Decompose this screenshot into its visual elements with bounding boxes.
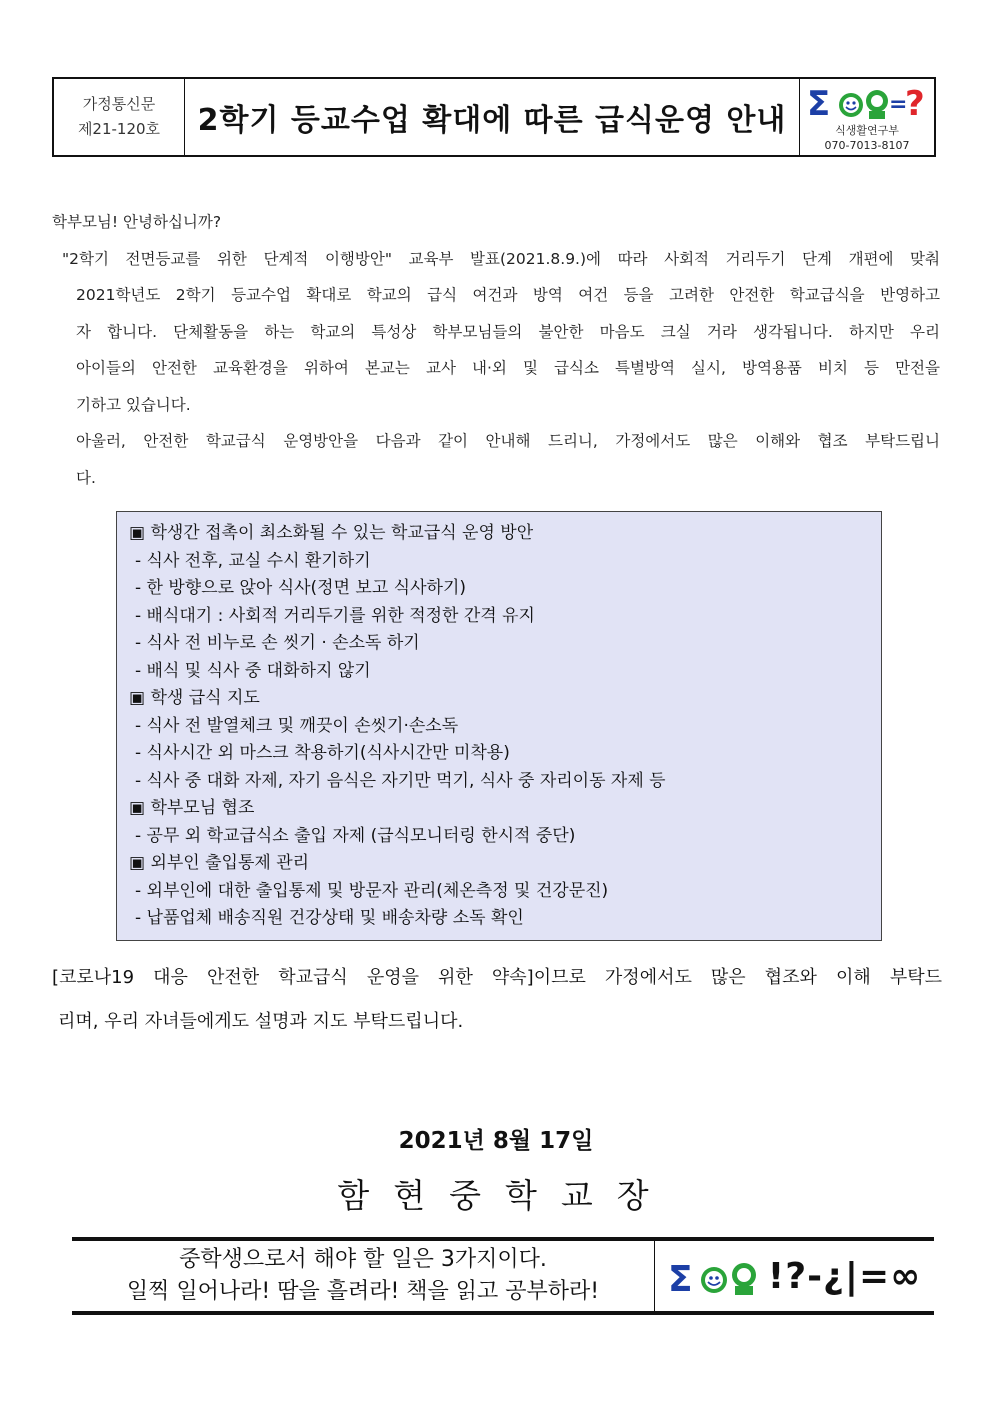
dept-info xyxy=(799,79,934,155)
school-logo-icon xyxy=(668,1253,764,1299)
footer-motto xyxy=(72,1241,655,1311)
closing-text xyxy=(52,956,942,1044)
closing-line: [코로나19 대응 안전한 학교급식 운영을 위한 약속]이므로 가정에서도 많은 협조와 이해 부탁드 xyxy=(52,967,942,988)
paragraph-line: 2021학년도 2학기 등교수업 확대로 학교의 급식 여건과 방역 여건 등을 고려한 안전한 학교급식을 반영하고 xyxy=(76,286,940,304)
page-title: 2학기 등교수업 확대에 따른 급식운영 안내 xyxy=(197,103,787,138)
section-heading: ▣ 학부모님 협조 xyxy=(129,798,255,818)
paragraph-line: 다. xyxy=(76,468,96,487)
dept-name: 식생활연구부 xyxy=(835,124,899,137)
paragraph-line: 자 합니다. 단체활동을 하는 학교의 특성상 학부모님들의 불안한 마음도 크실 거라 생각됩니다. 하지만 우리 xyxy=(76,322,940,341)
svg-text:Σ: Σ xyxy=(807,84,831,123)
footer xyxy=(72,1241,934,1311)
closing-line: 리며, 우리 자녀들에게도 설명과 지도 부탁드립니다. xyxy=(58,1011,464,1032)
list-item: - 식사 중 대화 자제, 자기 음식은 자기만 먹기, 식사 중 자리이동 자제 등 xyxy=(135,770,666,791)
list-item: - 식사 전 발열체크 및 깨끗이 손씻기·손소독 xyxy=(135,715,459,736)
section-heading: ▣ 학생 급식 지도 xyxy=(129,688,260,708)
footer-divider xyxy=(72,1311,934,1315)
svg-text:?: ? xyxy=(905,84,925,123)
intro-text xyxy=(52,204,940,496)
school-logo-icon xyxy=(807,81,927,123)
list-item: - 한 방향으로 앉아 식사(정면 보고 식사하기) xyxy=(135,578,466,598)
doc-info xyxy=(54,79,185,155)
svg-text:=: = xyxy=(889,92,908,117)
section-heading: ▣ 학생간 접촉이 최소화될 수 있는 학교급식 운영 방안 xyxy=(129,523,534,543)
doc-number: 제21-120호 xyxy=(77,120,161,138)
signer: 함현중학교장 xyxy=(337,1176,673,1215)
list-item: - 배식 및 식사 중 대화하지 않기 xyxy=(135,660,371,681)
dept-phone: 070-7013-8107 xyxy=(824,139,910,152)
header-box xyxy=(52,77,936,157)
svg-text:Σ: Σ xyxy=(667,1259,693,1299)
footer-formula: !?-¿|=∞ xyxy=(767,1255,922,1297)
list-item: - 식사 전 비누로 손 씻기 · 손소독 하기 xyxy=(135,633,420,653)
paragraph-line: "2학기 전면등교를 위한 단계적 이행방안" 교육부 발표(2021.8.9.)에 따라 사회적 거리두기 단계 개편에 맞춰 xyxy=(62,249,940,268)
motto-line: 일찍 일어나라! 땀을 흘려라! 책을 읽고 공부하라! xyxy=(126,1279,600,1304)
measures-box xyxy=(116,511,882,941)
motto-line: 중학생으로서 해야 할 일은 3가지이다. xyxy=(179,1247,547,1272)
list-item: - 외부인에 대한 출입통제 및 방문자 관리(체온측정 및 건강문진) xyxy=(135,880,609,901)
greeting: 학부모님! 안녕하십니까? xyxy=(52,213,222,231)
list-item: - 식사 전후, 교실 수시 환기하기 xyxy=(135,550,371,571)
doc-type: 가정통신문 xyxy=(82,95,156,113)
paragraph-line: 아이들의 안전한 교육환경을 위하여 본교는 교사 내·외 및 급식소 특별방역 실시, 방역용품 비치 등 만전을 xyxy=(76,359,940,377)
footer-logo xyxy=(655,1241,934,1311)
list-item: - 배식대기 : 사회적 거리두기를 위한 적정한 간격 유지 xyxy=(135,605,535,626)
section-heading: ▣ 외부인 출입통제 관리 xyxy=(129,853,310,873)
issue-date: 2021년 8월 17일 xyxy=(398,1128,594,1154)
list-item: - 공무 외 학교급식소 출입 자제 (급식모니터링 한시적 중단) xyxy=(135,825,576,846)
list-item: - 식사시간 외 마스크 착용하기(식사시간만 미착용) xyxy=(135,743,510,763)
paragraph-line: 기하고 있습니다. xyxy=(76,395,191,414)
paragraph-line: 아울러, 안전한 학교급식 운영방안을 다음과 같이 안내해 드리니, 가정에서도 많은 이해와 협조 부탁드립니 xyxy=(76,432,940,450)
list-item: - 납품업체 배송직원 건강상태 및 배송차량 소독 확인 xyxy=(135,908,524,928)
